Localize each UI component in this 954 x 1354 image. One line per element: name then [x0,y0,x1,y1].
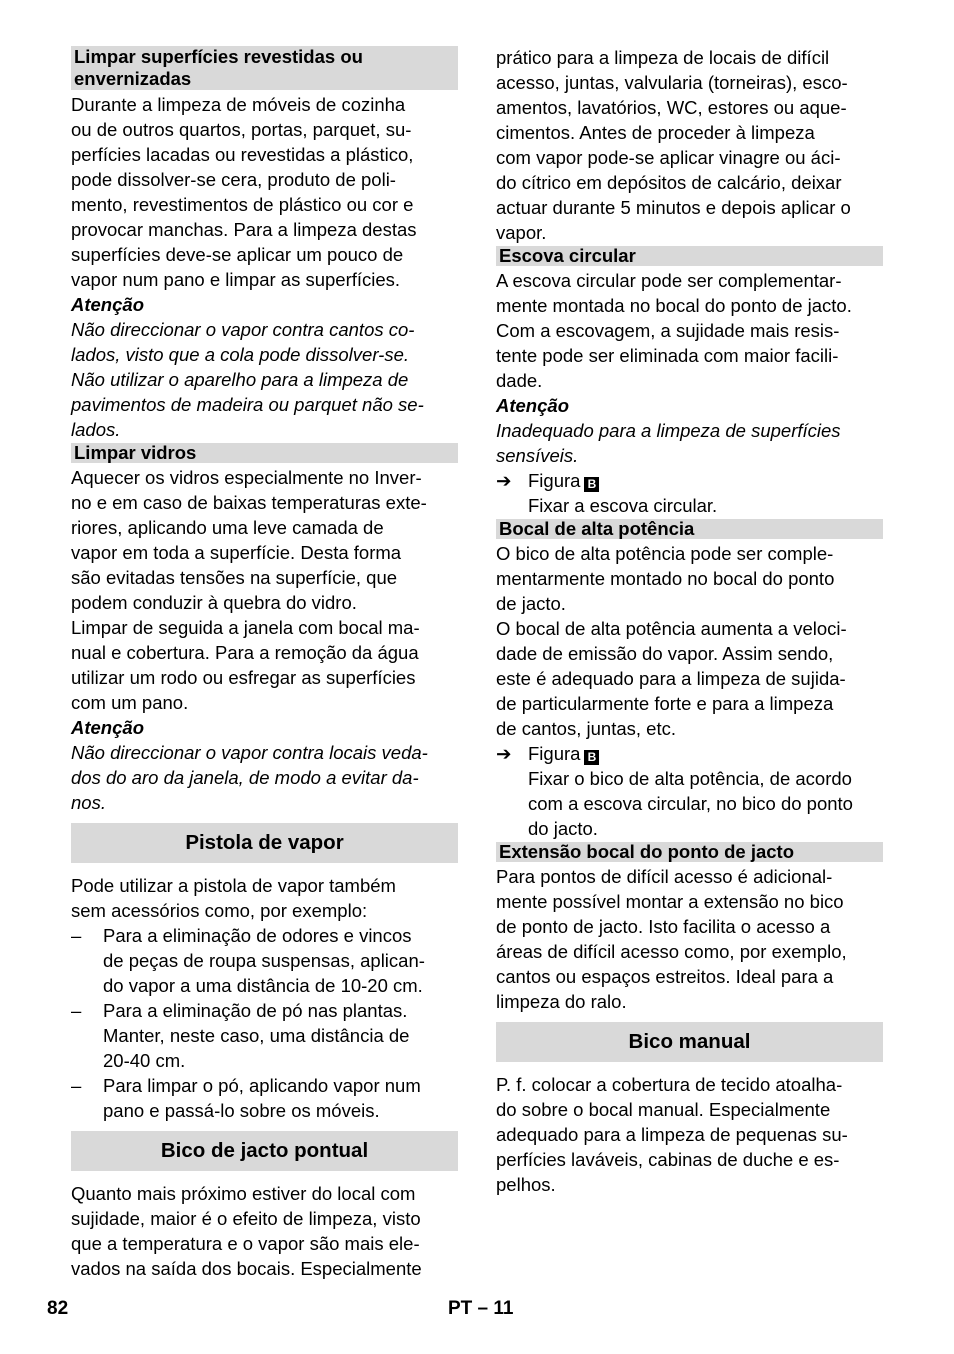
figure-b-icon: B [584,477,599,492]
attention-text-escova: Inadequado para a limpeza de superfícies sensíveis. [496,420,841,466]
heading-escova-circular: Escova circular [496,246,883,266]
attention-label: Atenção [71,294,144,315]
attention-label: Atenção [496,395,569,416]
paragraph-pistola: Pode utilizar a pistola de vapor também sem acessórios como, por exemplo: [71,875,396,921]
list-item: – Para a eliminação de pó nas plantas. Manter, neste caso, uma distância de 20-40 cm. [71,1000,410,1071]
attention-text-limpar: Não direccionar o vapor contra cantos co- lados, visto que a cola pode dissolver-se. Não utilizar o aparelho para a limpeza de pavimentos de madeira ou parquet não se- lados. [71,319,424,440]
heading-bocal-alta-potencia: Bocal de alta potência [496,519,883,539]
figure-label: Figura [528,470,581,491]
paragraph-bico-manual: P. f. colocar a cobertura de tecido atoalha- do sobre o bocal manual. Especialmente adequado para a limpeza de pequenas su- perfícies laváveis, cabinas de duche e es- pelhos. [496,1074,848,1195]
list-item: – Para a eliminação de odores e vincos de peças de roupa suspensas, aplican- do vapor a uma distância de 10-20 cm. [71,925,425,996]
paragraph-continuation: prático para a limpeza de locais de difícil acesso, juntas, valvularia (torneiras), esco- amentos, lavatórios, WC, estores ou aque- cimentos. Antes de proceder à limpeza com vapor pode-se aplicar vinagre ou áci- do cítrico em depósitos de calcário, deixar actuar durante 5 minutos e depois aplicar o vapor. [496,47,851,243]
right-column [496,45,883,1197]
page-number: 82 [47,1298,69,1319]
figure-label: Figura [528,743,581,764]
section-bico-manual: Bico manual [496,1022,883,1062]
paragraph-limpar-superficies: Durante a limpeza de móveis de cozinha ou de outros quartos, portas, parquet, su- perfícies lacadas ou revestidas a plástico, pode dissolver-se cera, produto de poli- mento, revestimentos de plástico ou cor e provocar manchas. Para a limpeza destas superfícies deve-se aplicar um pouco de vapor num pano e limpar as superfícies. [71,94,417,290]
section-pistola-de-vapor: Pistola de vapor [71,823,458,863]
paragraph-limpar-vidros: Aquecer os vidros especialmente no Inver- no e em caso de baixas temperaturas exte- riores, aplicando uma leve camada de vapor em toda a superfície. Desta forma são evitadas tensões na superfície, que podem conduzir à quebra do vidro. Limpar de seguida a janela com bocal ma- nual e cobertura. Para a remoção da água utilizar um rodo ou esfregar as superfícies com um pano. [71,467,427,713]
attention-text-vidros: Não direccionar o vapor contra locais veda- dos do aro da janela, de modo a evitar da- nos. [71,742,428,813]
paragraph-bocal: O bico de alta potência pode ser comple- mentarmente montado no bocal do ponto de jacto. O bocal de alta potência aumenta a veloci- dade de emissão do vapor. Assim sendo, este é adequado para a limpeza de sujida- de particularmente forte e para a limpeza de cantos, juntas, etc. [496,543,847,739]
left-column [71,45,458,1281]
arrow-icon: ➔ [496,743,512,764]
paragraph-escova: A escova circular pode ser complementar- mente montada no bocal do ponto de jacto. Com a escovagem, a sujidade mais resis- tente pode ser eliminada com maior facili- dade. [496,270,852,391]
instruction-step: ➔ Figura B Fixar a escova circular. [496,470,718,516]
heading-extensao-bocal: Extensão bocal do ponto de jacto [496,842,883,862]
arrow-icon: ➔ [496,470,512,491]
instruction-step: ➔ Figura B Fixar o bico de alta potência, de acordo com a escova circular, no bico do ponto do jacto. [496,743,853,839]
paragraph-bico-jacto: Quanto mais próximo estiver do local com sujidade, maior é o efeito de limpeza, visto que a temperatura e o vapor são mais ele- vados na saída dos bocais. Especialmente [71,1183,422,1279]
page-section-label: PT – 11 [448,1298,514,1319]
attention-label: Atenção [71,717,144,738]
paragraph-extensao: Para pontos de difícil acesso é adicional- mente possível montar a extensão no bico de ponto de jacto. Isto facilita o acesso a áreas de difícil acesso como, por exemplo, cantos ou espaços estreitos. Ideal para a limpeza do ralo. [496,866,847,1012]
section-bico-de-jacto-pontual: Bico de jacto pontual [71,1131,458,1171]
list-item: – Para limpar o pó, aplicando vapor num pano e passá-lo sobre os móveis. [71,1075,421,1121]
figure-b-icon: B [584,750,599,765]
heading-limpar-vidros: Limpar vidros [71,443,458,463]
heading-limpar-superficies: Limpar superfícies revestidas ou envernizadas [71,46,458,90]
